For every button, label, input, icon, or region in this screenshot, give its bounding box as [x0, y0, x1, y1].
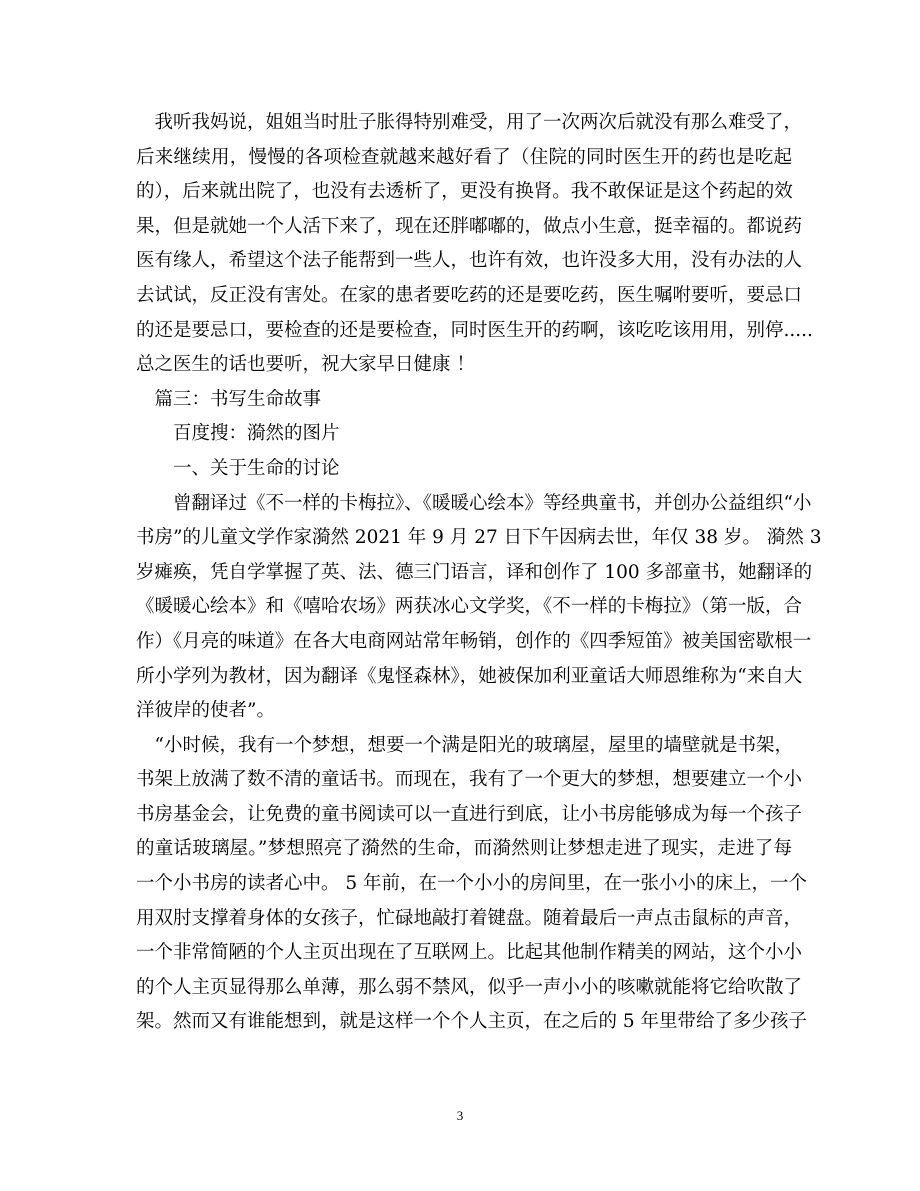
text-line: 果，但是就她一个人活下来了，现在还胖嘟嘟的，做点小生意，挺幸福的。都说药 — [136, 215, 803, 237]
text-line: 书房基金会，让免费的童书阅读可以一直进行到底，让小书房能够成为每一个孩子 — [136, 803, 803, 825]
text-line: 总之医生的话也要听，祝大家早日健康 ！ — [136, 354, 475, 376]
text-line: 用双肘支撑着身体的女孩子，忙碌地敲打着键盘。随着最后一声点击鼠标的声音， — [136, 907, 803, 929]
text-line: 所小学列为教材，因为翻译《鬼怪森林》，她被保加利亚童话大师恩维称为“来自大 — [136, 665, 803, 687]
text-line: “小时候，我有一个梦想，想要一个满是阳光的玻璃屋，屋里的墙壁就是书架， — [136, 734, 793, 756]
text-line: 的还是要忌口，要检查的还是要检查，同时医生开的药啊，该吃吃该用用，别停..... — [136, 319, 813, 341]
text-line: 一个非常简陋的个人主页出现在了互联网上。比起其他制作精美的网站，这个小小 — [136, 942, 803, 964]
text-line: 书架上放满了数不清的童话书。而现在，我有了一个更大的梦想，想要建立一个小 — [136, 769, 803, 791]
text-line: 作）《月亮的味道》在各大电商网站常年畅销，创作的《四季短笛》被美国密歇根一 — [136, 630, 812, 652]
text-line: 后来继续用，慢慢的各项检查就越来越好看了（住院的同时医生开的药也是吃起 — [136, 146, 792, 168]
text-line: 的），后来就出院了，也没有去透析了，更没有换肾。我不敢保证是这个药起的效 — [136, 181, 793, 203]
text-line: 的童话玻璃屋。”梦想照亮了漪然的生命，而漪然则让梦想走进了现实，走进了每 — [136, 838, 792, 860]
text-line: 曾翻译过《不一样的卡梅拉》、《暖暖心绘本》等经典童书，并创办公益组织“小 — [136, 492, 812, 514]
text-line: 百度搜：漪然的图片 — [136, 423, 340, 445]
text-line: 一个小书房的读者心中。 5 年前，在一个小小的房间里，在一张小小的床上，一个 — [136, 873, 808, 895]
body-text — [136, 106, 822, 1040]
text-line: 我听我妈说，姐姐当时肚子胀得特别难受，用了一次两次后就没有那么难受了， — [136, 112, 803, 133]
text-line: 洋彼岸的使者”。 — [136, 700, 275, 722]
text-line: 《暖暖心绘本》和《嘻哈农场》两获冰心文学奖，《不一样的卡梅拉》（第一版，合 — [136, 596, 803, 618]
text-line: 医有缘人，希望这个法子能帮到一些人，也许有效，也许没多大用，没有办法的人 — [136, 250, 803, 272]
text-line: 书房”的儿童文学作家漪然 2021 年 9 月 27 日下午因病去世，年仅 38 岁。 漪然 3 — [136, 527, 822, 549]
section-heading: 篇三：书写生命故事 — [136, 388, 322, 410]
text-line: 岁瘫痪，凭自学掌握了英、法、德三门语言，译和创作了 100 多部童书，她翻译的 — [136, 561, 813, 583]
page-number: 3 — [456, 1108, 464, 1123]
text-line: 架。然而又有谁能想到，就是这样一个个人主页，在之后的 5 年里带给了多少孩子 — [136, 1011, 808, 1033]
text-line: 去试试，反正没有害处。在家的患者要吃药的还是要吃药，医生嘱咐要听，要忌口 — [136, 284, 803, 306]
subsection-heading: 一、关于生命的讨论 — [136, 457, 340, 479]
text-line: 的个人主页显得那么单薄，那么弱不禁风，似乎一声小小的咳嗽就能将它给吹散了 — [136, 976, 803, 998]
